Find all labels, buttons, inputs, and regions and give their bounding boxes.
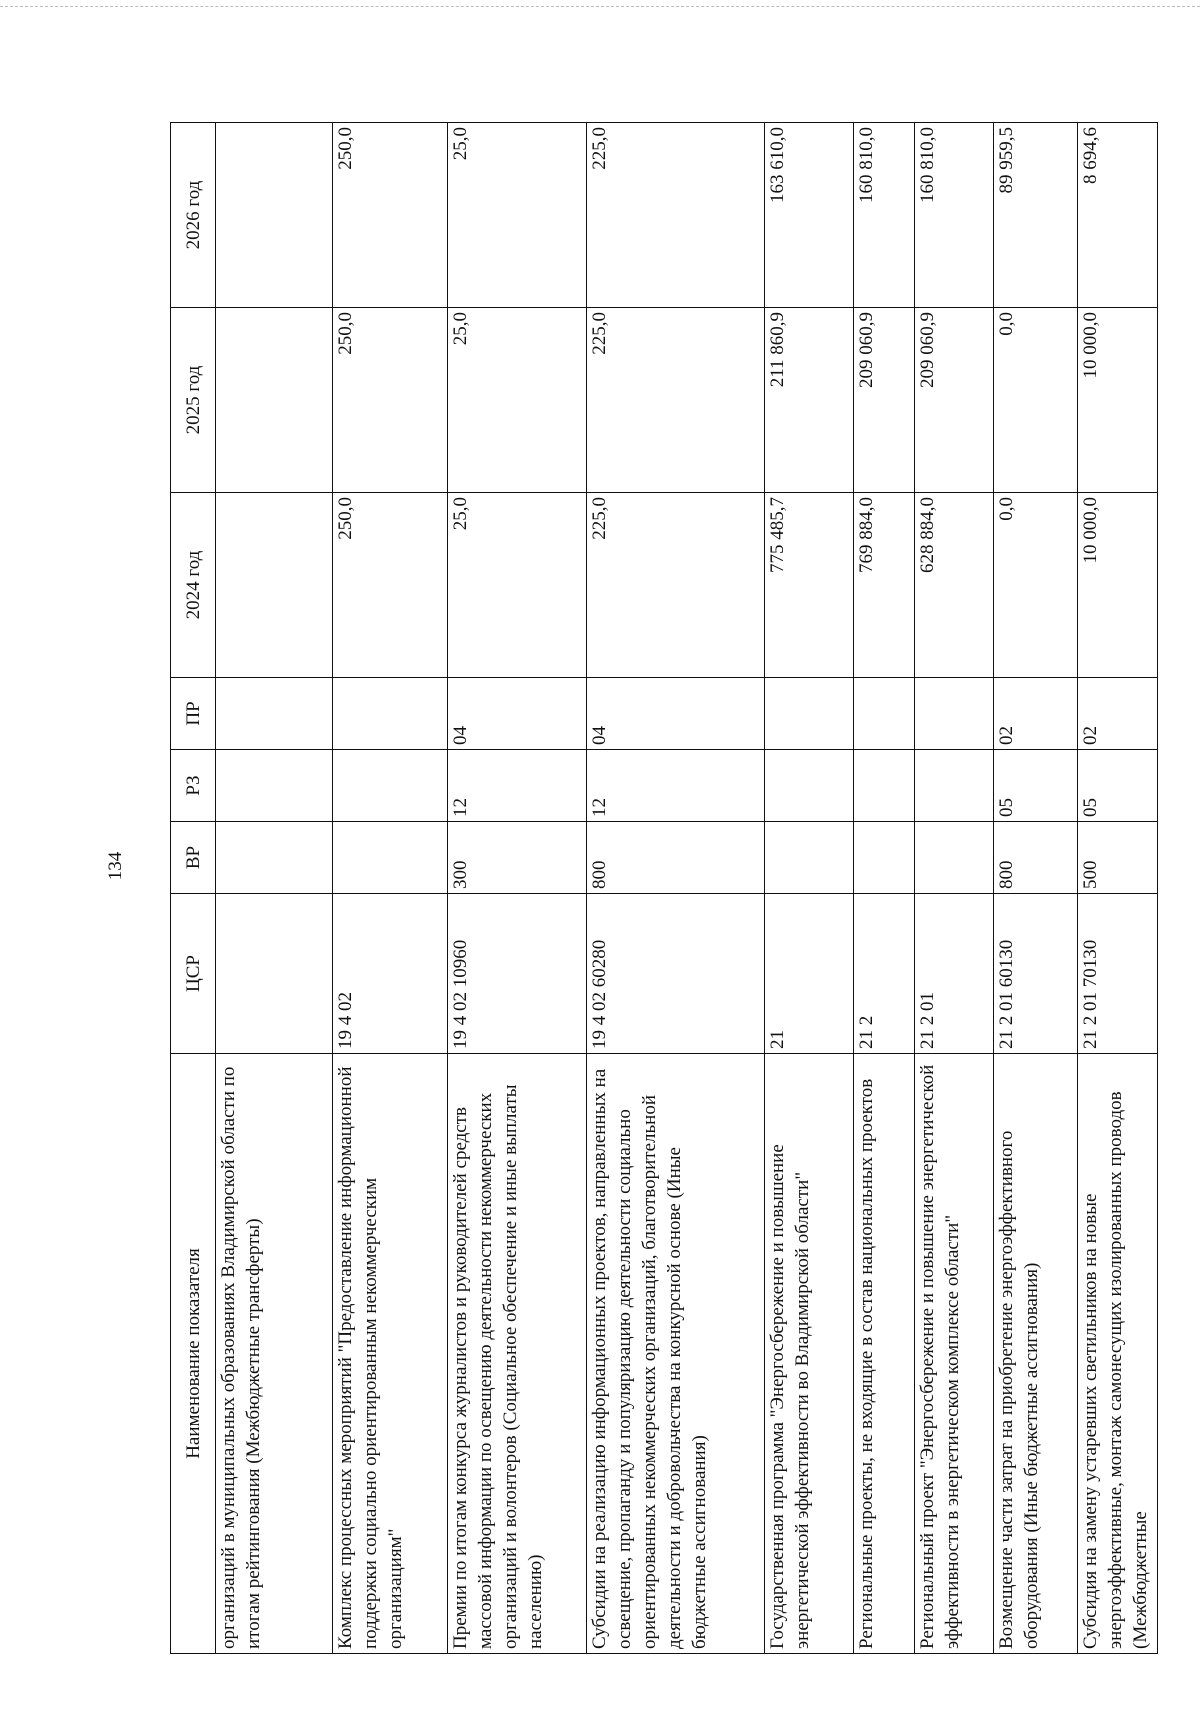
row-name: Субсидия на замену устаревших светильников на новые энергоэффективные, монтаж самонесущих изолированных проводов (Межбюджетные: [1078, 1054, 1158, 1654]
row-2026: 160 810,0: [854, 123, 915, 308]
row-pr: [216, 678, 333, 750]
row-name: Региональный проект "Энергосбережение и повышение энергетической эффективности в энергетическом комплексе области": [915, 1054, 994, 1654]
row-csr: [216, 894, 333, 1054]
row-2025: 250,0: [333, 308, 448, 493]
row-csr: 21 2 01: [915, 894, 994, 1054]
row-pr: 02: [1078, 678, 1158, 750]
row-rz: [333, 750, 448, 822]
row-pr: 02: [994, 678, 1078, 750]
row-name: организаций в муниципальных образованиях Владимирской области по итогам рейтингования (Межбюджетные трансферты): [216, 1054, 333, 1654]
header-2026: 2026 год: [171, 123, 216, 308]
row-csr: 21 2 01 60130: [994, 894, 1078, 1054]
row-2025: 0,0: [994, 308, 1078, 493]
row-2024: 628 884,0: [915, 493, 994, 678]
table-rotation-frame: [170, 124, 1200, 1654]
row-vr: 800: [587, 822, 765, 894]
row-pr: [765, 678, 854, 750]
row-vr: 300: [448, 822, 587, 894]
row-2026: 225,0: [587, 123, 765, 308]
table-row: [994, 123, 1078, 1654]
header-rz: РЗ: [171, 750, 216, 822]
row-vr: [854, 822, 915, 894]
row-name: Комплекс процессных мероприятий "Предоставление информационной поддержки социально ориентированным некоммерческим организациям": [333, 1054, 448, 1654]
row-rz: [854, 750, 915, 822]
row-2026: [216, 123, 333, 308]
header-name: Наименование показателя: [171, 1054, 216, 1654]
header-csr: ЦСР: [171, 894, 216, 1054]
header-row: [171, 123, 216, 1654]
row-rz: [765, 750, 854, 822]
row-2024: 769 884,0: [854, 493, 915, 678]
row-vr: [216, 822, 333, 894]
row-name: Возмещение части затрат на приобретение энергоэффективного оборудования (Иные бюджетные ассигнования): [994, 1054, 1078, 1654]
budget-table: [170, 122, 1158, 1654]
row-2025: 211 860,9: [765, 308, 854, 493]
row-rz: [216, 750, 333, 822]
row-vr: 500: [1078, 822, 1158, 894]
row-rz: 12: [587, 750, 765, 822]
table-header: [171, 123, 216, 1654]
row-vr: [915, 822, 994, 894]
row-vr: [765, 822, 854, 894]
row-2025: 209 060,9: [854, 308, 915, 493]
row-name: Субсидии на реализацию информационных проектов, направленных на освещение, пропаганду и популяризацию деятельности социально ориентированных некоммерческих организаций, благотворительной деятельности и добровольчества на конкурсной основе (Иные бюджетные ассигнования): [587, 1054, 765, 1654]
page-number: 134: [105, 851, 126, 881]
row-csr: 21: [765, 894, 854, 1054]
row-2026: 8 694,6: [1078, 123, 1158, 308]
row-csr: 19 4 02 60280: [587, 894, 765, 1054]
row-2024: 10 000,0: [1078, 493, 1158, 678]
row-2026: 160 810,0: [915, 123, 994, 308]
row-csr: 19 4 02 10960: [448, 894, 587, 1054]
row-vr: 800: [994, 822, 1078, 894]
row-2024: 250,0: [333, 493, 448, 678]
row-pr: [915, 678, 994, 750]
row-2024: 775 485,7: [765, 493, 854, 678]
row-csr: 19 4 02: [333, 894, 448, 1054]
row-vr: [333, 822, 448, 894]
table-row: [1078, 123, 1158, 1654]
row-csr: 21 2 01 70130: [1078, 894, 1158, 1054]
table-row: [333, 123, 448, 1654]
header-2025: 2025 год: [171, 308, 216, 493]
row-2024: 0,0: [994, 493, 1078, 678]
row-name: Государственная программа "Энергосбережение и повышение энергетической эффективности во Владимирской области": [765, 1054, 854, 1654]
row-rz: 12: [448, 750, 587, 822]
row-2026: 163 610,0: [765, 123, 854, 308]
table-row: [587, 123, 765, 1654]
row-pr: 04: [448, 678, 587, 750]
row-pr: 04: [587, 678, 765, 750]
header-pr: ПР: [171, 678, 216, 750]
row-name: Премии по итогам конкурса журналистов и руководителей средств массовой информации по освещению деятельности некоммерческих организаций и волонтеров (Социальное обеспечение и иные выплаты населению): [448, 1054, 587, 1654]
row-2026: 250,0: [333, 123, 448, 308]
row-2025: 209 060,9: [915, 308, 994, 493]
row-2025: 25,0: [448, 308, 587, 493]
rotated-table-container: [170, 124, 1200, 1654]
row-pr: [854, 678, 915, 750]
row-2024: [216, 493, 333, 678]
table-row: [216, 123, 333, 1654]
scan-top-edge: [0, 6, 1200, 7]
table-row: [448, 123, 587, 1654]
row-rz: 05: [1078, 750, 1158, 822]
row-2024: 225,0: [587, 493, 765, 678]
table-row: [915, 123, 994, 1654]
row-pr: [333, 678, 448, 750]
row-2026: 89 959,5: [994, 123, 1078, 308]
header-2024: 2024 год: [171, 493, 216, 678]
row-csr: 21 2: [854, 894, 915, 1054]
row-2025: 10 000,0: [1078, 308, 1158, 493]
row-2026: 25,0: [448, 123, 587, 308]
row-name: Региональные проекты, не входящие в состав национальных проектов: [854, 1054, 915, 1654]
table-body: [216, 123, 1158, 1654]
row-2025: [216, 308, 333, 493]
row-2024: 25,0: [448, 493, 587, 678]
row-rz: 05: [994, 750, 1078, 822]
row-rz: [915, 750, 994, 822]
row-2025: 225,0: [587, 308, 765, 493]
table-row: [765, 123, 854, 1654]
table-row: [854, 123, 915, 1654]
header-vr: ВР: [171, 822, 216, 894]
